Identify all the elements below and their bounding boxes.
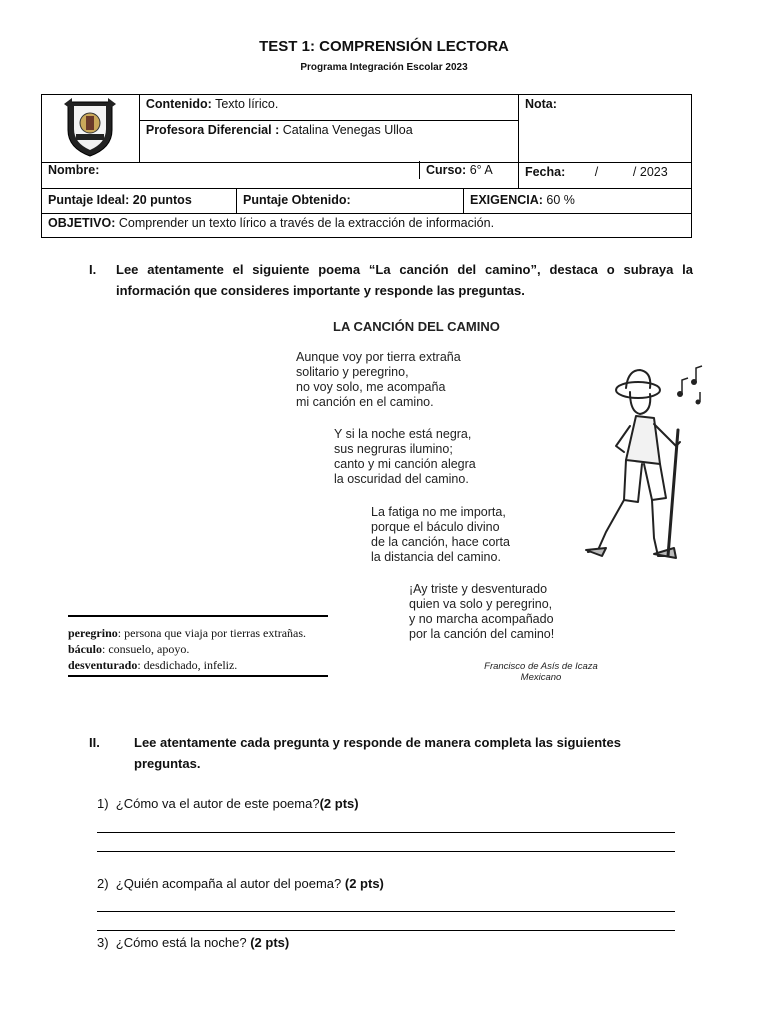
poem-line: ¡Ay triste y desventurado (409, 582, 548, 596)
nota-label: Nota: (524, 97, 557, 111)
question-points: (2 pts) (250, 935, 290, 950)
poem-stanza-2 (334, 427, 476, 487)
poem-line: y no marcha acompañado (409, 612, 554, 626)
poem-line: la oscuridad del camino. (334, 472, 469, 486)
glossary-def: : desdichado, infeliz. (137, 658, 238, 672)
poem-line: solitario y peregrino, (296, 365, 409, 379)
question-number: 3) (97, 935, 109, 950)
question-number: 2) (97, 876, 109, 891)
glossary-def: : persona que viaja por tierras extrañas. (117, 626, 307, 640)
question-text: ¿Quién acompaña al autor del poema? (115, 876, 345, 891)
section2-number: II. (89, 735, 100, 750)
glossary-item (68, 641, 328, 657)
question-points: (2 pts) (319, 796, 359, 811)
section2-text: Lee atentamente cada pregunta y responde de manera completa las siguientes preguntas. (134, 735, 621, 771)
poem-author (466, 661, 616, 683)
question-1 (97, 796, 359, 811)
objetivo-label: OBJETIVO: (48, 216, 116, 230)
question-text: ¿Cómo va el autor de este poema? (115, 796, 320, 811)
fecha-value: / / 2023 (594, 165, 668, 179)
answer-line-2b[interactable] (97, 930, 675, 931)
profesora-label: Profesora Diferencial : (145, 123, 280, 137)
poem-title: LA CANCIÓN DEL CAMINO (333, 319, 500, 334)
answer-line-1a[interactable] (97, 832, 675, 833)
poem-line: mi canción en el camino. (296, 395, 434, 409)
school-logo-cell (42, 95, 140, 163)
poem-stanza-1 (296, 350, 461, 410)
walking-boy-illustration (568, 360, 708, 570)
section1-text: Lee atentamente el siguiente poema “La canción del camino”, destaca o subraya la información que consideres importante y responde las preguntas. (116, 262, 693, 298)
nombre-label: Nombre: (48, 163, 100, 177)
author-name: Francisco de Asís de Icaza (484, 661, 598, 672)
school-crest-icon (60, 96, 120, 158)
poem-line: no voy solo, me acompaña (296, 380, 446, 394)
glossary-item (68, 625, 328, 641)
author-nationality: Mexicano (520, 672, 562, 683)
puntaje-ideal: Puntaje Ideal: 20 puntos (42, 189, 237, 213)
answer-line-1b[interactable] (97, 851, 675, 852)
puntaje-obtenido: Puntaje Obtenido: (237, 189, 464, 213)
fecha-label: Fecha: (524, 165, 566, 179)
glossary-def: : consuelo, apoyo. (102, 642, 190, 656)
curso-value: 6° A (469, 163, 493, 177)
answer-line-2a[interactable] (97, 911, 675, 912)
profesora-value: Catalina Venegas Ulloa (282, 123, 413, 137)
contenido-value: Texto lírico. (215, 97, 279, 111)
glossary-term: peregrino (68, 626, 118, 640)
poem-line: por la canción del camino! (409, 627, 555, 641)
page-title: TEST 1: COMPRENSIÓN LECTORA (259, 38, 509, 55)
glossary-term: desventurado (68, 658, 138, 672)
question-number: 1) (97, 796, 109, 811)
poem-line: Aunque voy por tierra extraña (296, 350, 461, 364)
glossary-item (68, 657, 328, 673)
exigencia-label: EXIGENCIA: (470, 193, 543, 207)
section1-number: I. (89, 262, 97, 277)
question-points: (2 pts) (344, 876, 384, 891)
poem-line: de la canción, hace corta (371, 535, 510, 549)
poem-line: La fatiga no me importa, (371, 505, 506, 519)
objetivo-value: Comprender un texto lírico a través de la extracción de información. (118, 216, 495, 230)
question-text: ¿Cómo está la noche? (115, 935, 251, 950)
poem-stanza-4 (409, 582, 554, 642)
poem-line: porque el báculo divino (371, 520, 500, 534)
question-2 (97, 876, 384, 891)
poem-line: la distancia del camino. (371, 550, 501, 564)
poem-line: quien va solo y peregrino, (409, 597, 553, 611)
poem-line: Y si la noche está negra, (334, 427, 472, 441)
poem-stanza-3 (371, 505, 510, 565)
curso-label: Curso: (425, 163, 467, 177)
contenido-label: Contenido: (145, 97, 212, 111)
glossary-box (68, 615, 328, 677)
info-table (41, 94, 692, 238)
poem-line: sus negruras ilumino; (334, 442, 453, 456)
poem-line: canto y mi canción alegra (334, 457, 476, 471)
glossary-term: báculo (68, 642, 103, 656)
exigencia-value: 60 % (546, 193, 575, 207)
page-subtitle: Programa Integración Escolar 2023 (300, 62, 468, 73)
question-3 (97, 935, 289, 950)
